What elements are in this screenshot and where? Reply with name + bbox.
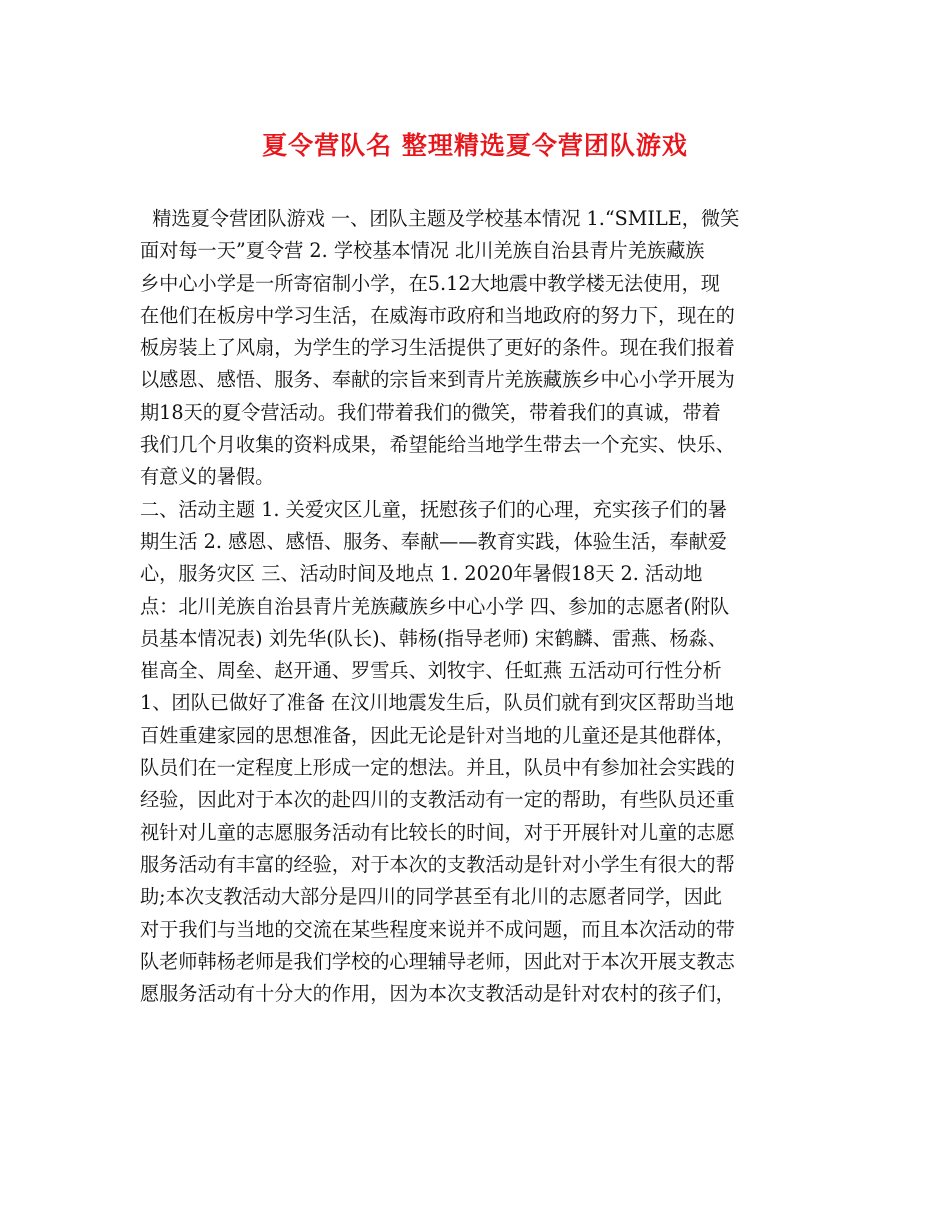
body-text bbox=[140, 203, 830, 1010]
text-line: 助;本次支教活动大部分是四川的同学甚至有北川的志愿者同学，因此 bbox=[140, 885, 723, 909]
text-line: 面对每一天”夏令营 2. 学校基本情况 北川羌族自治县青片羌族藏族 bbox=[140, 239, 705, 263]
text-line: 经验，因此对于本次的赴四川的支教活动有一定的帮助，有些队员还重 bbox=[140, 788, 735, 812]
text-line: 愿服务活动有十分大的作用，因为本次支教活动是针对农村的孩子们， bbox=[140, 982, 735, 1006]
text-line: 在他们在板房中学习生活，在威海市政府和当地政府的努力下，现在的 bbox=[140, 303, 735, 327]
text-line: 员基本情况表) 刘先华(队长)、韩杨(指导老师) 宋鹤麟、雷燕、杨淼、 bbox=[140, 626, 727, 650]
text-line: 期生活 2. 感恩、感悟、服务、奉献——教育实践，体验生活，奉献爱 bbox=[140, 529, 727, 553]
page-title: 夏令营队名 整理精选夏令营团队游戏 bbox=[262, 131, 688, 160]
text-line: 心，服务灾区 三、活动时间及地点 1. 2020年暑假18天 2. 活动地 bbox=[140, 562, 703, 586]
text-line: 期18天的夏令营活动。我们带着我们的微笑，带着我们的真诚，带着 bbox=[140, 400, 721, 424]
text-line: 1、团队已做好了准备 在汶川地震发生后，队员们就有到灾区帮助当地 bbox=[140, 691, 734, 715]
text-line: 崔高全、周垒、赵开通、罗雪兵、刘牧宇、任虹燕 五活动可行性分析 bbox=[140, 659, 722, 683]
text-line: 我们几个月收集的资料成果，希望能给当地学生带去一个充实、快乐、 bbox=[140, 433, 735, 457]
text-line: 服务活动有丰富的经验，对于本次的支教活动是针对小学生有很大的帮 bbox=[140, 852, 735, 876]
text-line: 对于我们与当地的交流在某些程度来说并不成问题，而且本次活动的带 bbox=[140, 917, 735, 941]
text-line: 点：北川羌族自治县青片羌族藏族乡中心小学 四、参加的志愿者(附队 bbox=[140, 594, 730, 618]
text-line: 百姓重建家园的思想准备，因此无论是针对当地的儿童还是其他群体， bbox=[140, 723, 735, 747]
text-line: 板房装上了风扇，为学生的学习生活提供了更好的条件。现在我们报着 bbox=[140, 336, 735, 360]
text-line: 有意义的暑假。 bbox=[140, 465, 275, 489]
text-line: 二、活动主题 1. 关爱灾区儿童，抚慰孩子们的心理，充实孩子们的暑 bbox=[140, 497, 727, 521]
text-line: 以感恩、感悟、服务、奉献的宗旨来到青片羌族藏族乡中心小学开展为 bbox=[140, 368, 735, 392]
text-line: 精选夏令营团队游戏 一、团队主题及学校基本情况 1.“SMILE，微笑 bbox=[140, 207, 740, 230]
text-line: 队老师韩杨老师是我们学校的心理辅导老师，因此对于本次开展支教志 bbox=[140, 949, 735, 973]
text-line: 队员们在一定程度上形成一定的想法。并且，队员中有参加社会实践的 bbox=[140, 756, 735, 780]
text-line: 视针对儿童的志愿服务活动有比较长的时间，对于开展针对儿童的志愿 bbox=[140, 820, 735, 844]
text-line: 乡中心小学是一所寄宿制小学，在5.12大地震中教学楼无法使用，现 bbox=[140, 271, 720, 295]
